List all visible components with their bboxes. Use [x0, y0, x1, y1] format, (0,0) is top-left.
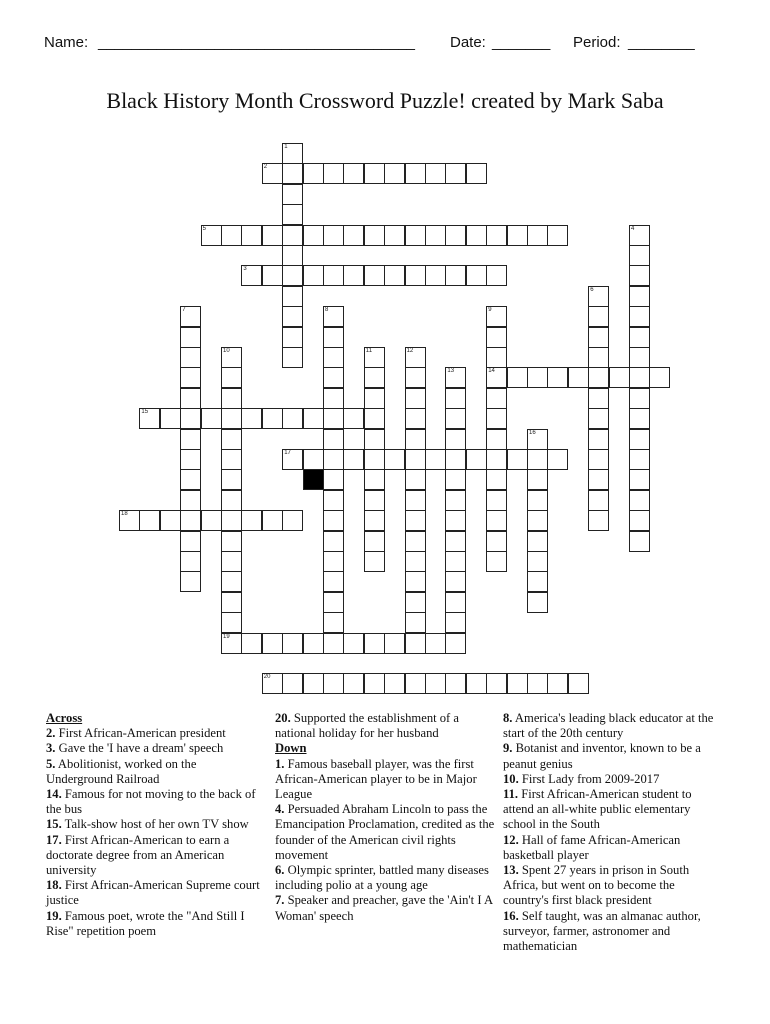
crossword-cell[interactable]	[221, 633, 242, 654]
crossword-cell[interactable]	[445, 490, 466, 511]
clue-number: 8	[325, 307, 329, 314]
crossword-cell[interactable]	[425, 225, 446, 246]
crossword-cell[interactable]	[486, 388, 507, 409]
crossword-cell[interactable]	[486, 531, 507, 552]
crossword-cell[interactable]	[629, 388, 650, 409]
crossword-cell[interactable]	[568, 367, 589, 388]
clue-number: 13	[447, 368, 455, 375]
crossword-cell[interactable]	[343, 449, 364, 470]
crossword-cell[interactable]	[405, 510, 426, 531]
crossword-cell[interactable]	[466, 449, 487, 470]
crossword-cell[interactable]	[364, 469, 385, 490]
crossword-cell[interactable]	[445, 388, 466, 409]
crossword-cell[interactable]	[405, 225, 426, 246]
crossword-cell[interactable]	[282, 265, 303, 286]
crossword-cell[interactable]	[343, 633, 364, 654]
clue-down-7: 7. Speaker and preacher, gave the 'Ain't I A Woman' speech	[275, 893, 493, 923]
crossword-cell[interactable]	[629, 408, 650, 429]
crossword-cell[interactable]	[282, 286, 303, 307]
crossword-cell[interactable]	[568, 673, 589, 694]
crossword-cell[interactable]	[629, 225, 650, 246]
crossword-cell[interactable]	[445, 265, 466, 286]
crossword-cell[interactable]	[221, 490, 242, 511]
crossword-cell[interactable]	[201, 408, 222, 429]
crossword-cell[interactable]	[405, 429, 426, 450]
crossword-cell[interactable]	[282, 306, 303, 327]
crossword-cell[interactable]	[405, 408, 426, 429]
crossword-cell[interactable]	[180, 367, 201, 388]
crossword-cell[interactable]	[303, 265, 324, 286]
clue-number: 20	[263, 674, 271, 681]
clue-down-13: 13. Spent 27 years in prison in South Africa, but went on to become the country's first black president	[503, 863, 690, 908]
crossword-cell[interactable]	[282, 327, 303, 348]
crossword-cell[interactable]	[486, 225, 507, 246]
crossword-cell[interactable]	[221, 449, 242, 470]
clue-across-18: 18. First African-American Supreme court justice	[46, 878, 260, 908]
crossword-cell[interactable]	[201, 510, 222, 531]
crossword-cell[interactable]	[588, 347, 609, 368]
crossword-cell[interactable]	[588, 408, 609, 429]
clue-across-19: 19. Famous poet, wrote the "And Still I Rise" repetition poem	[46, 908, 245, 938]
clue-number: 2	[263, 164, 268, 171]
clue-number: 19	[223, 633, 230, 640]
crossword-cell[interactable]	[588, 490, 609, 511]
crossword-cell[interactable]	[221, 429, 242, 450]
crossword-cell[interactable]	[629, 469, 650, 490]
crossword-cell[interactable]	[180, 531, 201, 552]
crossword-cell[interactable]	[405, 469, 426, 490]
crossword-cell[interactable]	[221, 551, 242, 572]
crossword-cell[interactable]	[364, 429, 385, 450]
crossword-cell[interactable]	[609, 367, 630, 388]
crossword-cell[interactable]	[180, 388, 201, 409]
crossword-cell[interactable]	[445, 449, 466, 470]
clue-down-4: 4. Persuaded Abraham Lincoln to pass the Emancipation Proclamation, credited as the founder of the American civil rights movement	[275, 802, 495, 862]
crossword-cell[interactable]	[323, 429, 344, 450]
crossword-cell[interactable]	[547, 673, 568, 694]
crossword-cell[interactable]	[323, 531, 344, 552]
crossword-cell[interactable]	[303, 163, 324, 184]
clue-down-6: 6. Olympic sprinter, battled many diseases including polio at a young age	[275, 863, 489, 893]
clue-down-10: 10. First Lady from 2009-2017	[503, 771, 660, 786]
crossword-cell[interactable]	[405, 633, 426, 654]
crossword-cell[interactable]	[486, 469, 507, 490]
crossword-cell[interactable]	[221, 571, 242, 592]
crossword-cell[interactable]	[180, 306, 201, 327]
crossword-cell[interactable]	[323, 551, 344, 572]
crossword-cell[interactable]	[282, 408, 303, 429]
crossword-cell[interactable]	[588, 367, 609, 388]
crossword-cell[interactable]	[425, 673, 446, 694]
crossword-cell[interactable]	[323, 408, 344, 429]
crossword-cell[interactable]	[507, 225, 528, 246]
clue-number: 9	[488, 307, 492, 314]
clue-across-14: 14. Famous for not moving to the back of the bus	[46, 787, 256, 817]
crossword-cell[interactable]	[323, 327, 344, 348]
crossword-cell[interactable]	[303, 225, 324, 246]
crossword-cell[interactable]	[282, 633, 303, 654]
crossword-cell[interactable]	[282, 245, 303, 266]
crossword-cell[interactable]	[445, 673, 466, 694]
crossword-cell[interactable]	[241, 265, 262, 286]
crossword-cell[interactable]	[486, 490, 507, 511]
clue-down-9: 9. Botanist and inventor, known to be a peanut genius	[503, 741, 701, 771]
crossword-cell[interactable]	[405, 551, 426, 572]
crossword-cell[interactable]	[221, 592, 242, 613]
clue-number: 12	[406, 348, 414, 354]
crossword-cell[interactable]	[282, 143, 303, 164]
date-label: Date:	[450, 34, 486, 51]
clue-number: 14	[488, 368, 495, 375]
crossword-cell[interactable]	[262, 633, 283, 654]
crossword-cell[interactable]	[486, 429, 507, 450]
crossword-cell[interactable]	[282, 673, 303, 694]
crossword-cell[interactable]	[588, 429, 609, 450]
crossword-cell[interactable]	[527, 551, 548, 572]
crossword-cell[interactable]	[486, 306, 507, 327]
crossword-cell[interactable]	[323, 388, 344, 409]
crossword-cell[interactable]	[180, 551, 201, 572]
crossword-cell[interactable]	[405, 490, 426, 511]
crossword-cell[interactable]	[323, 673, 344, 694]
crossword-cell[interactable]	[486, 347, 507, 368]
crossword-cell[interactable]	[180, 327, 201, 348]
crossword-cell[interactable]	[323, 510, 344, 531]
crossword-cell[interactable]	[629, 510, 650, 531]
crossword-cell[interactable]	[282, 225, 303, 246]
crossword-cell[interactable]	[364, 449, 385, 470]
clue-column-3	[503, 711, 723, 954]
clue-across-2: 2. First African-American president	[46, 726, 226, 741]
crossword-cell[interactable]	[527, 531, 548, 552]
clue-down-16: 16. Self taught, was an almanac author, surveyor, farmer, astronomer and mathematician	[503, 908, 701, 954]
crossword-cell[interactable]	[323, 469, 344, 490]
clue-down-8: 8. America's leading black educator at the start of the 20th century	[503, 711, 714, 741]
crossword-cell[interactable]	[139, 408, 160, 429]
crossword-cell[interactable]	[629, 327, 650, 348]
crossword-cell[interactable]	[323, 490, 344, 511]
crossword-cell[interactable]	[303, 408, 324, 429]
crossword-cell[interactable]	[139, 510, 160, 531]
crossword-cell[interactable]	[588, 449, 609, 470]
crossword-cell[interactable]	[486, 510, 507, 531]
crossword-cell[interactable]	[384, 633, 405, 654]
crossword-cell[interactable]	[241, 408, 262, 429]
clue-number: 1	[284, 144, 288, 150]
crossword-cell[interactable]	[323, 265, 344, 286]
crossword-cell[interactable]	[445, 592, 466, 613]
clue-number: 6	[590, 286, 594, 293]
crossword-cell[interactable]	[445, 225, 466, 246]
clue-down-1: 1. Famous baseball player, was the first African-American player to be in Major League	[275, 756, 477, 802]
crossword-cell[interactable]	[445, 469, 466, 490]
name-field[interactable]: ______________________________________	[98, 34, 416, 51]
crossword-cell[interactable]	[323, 449, 344, 470]
crossword-cell[interactable]	[282, 347, 303, 368]
crossword-cell[interactable]	[201, 225, 222, 246]
crossword-cell[interactable]	[364, 408, 385, 429]
crossword-cell[interactable]	[445, 612, 466, 633]
crossword-cell[interactable]	[323, 592, 344, 613]
crossword-cell[interactable]	[303, 633, 324, 654]
crossword-cell[interactable]	[323, 347, 344, 368]
clue-down-11: 11. First African-American student to attend an all-white public elementary school in the South	[503, 787, 692, 832]
crossword-cell[interactable]	[425, 265, 446, 286]
crossword-cell[interactable]	[405, 347, 426, 368]
crossword-cell[interactable]	[527, 367, 548, 388]
crossword-cell[interactable]	[323, 367, 344, 388]
crossword-cell[interactable]	[527, 673, 548, 694]
crossword-cell[interactable]	[629, 245, 650, 266]
down-heading: Down	[275, 741, 307, 756]
crossword-cell[interactable]	[241, 510, 262, 531]
crossword-cell[interactable]	[405, 163, 426, 184]
crossword-cell[interactable]	[527, 225, 548, 246]
crossword-cell[interactable]	[160, 510, 181, 531]
crossword-cell[interactable]	[588, 510, 609, 531]
crossword-cell[interactable]	[588, 469, 609, 490]
crossword-cell[interactable]	[262, 510, 283, 531]
crossword-cell[interactable]	[303, 673, 324, 694]
crossword-cell[interactable]	[547, 449, 568, 470]
crossword-cell[interactable]	[629, 265, 650, 286]
across-heading: Across	[46, 711, 83, 725]
crossword-cell[interactable]	[405, 388, 426, 409]
crossword-cell[interactable]	[629, 306, 650, 327]
crossword-cell[interactable]	[343, 225, 364, 246]
crossword-cell[interactable]	[629, 286, 650, 307]
crossword-cell[interactable]	[486, 551, 507, 572]
clue-number: 4	[631, 225, 635, 232]
crossword-cell[interactable]	[527, 449, 548, 470]
crossword-cell[interactable]	[180, 408, 201, 429]
clue-number: 18	[121, 511, 128, 518]
period-field[interactable]: ________	[628, 34, 695, 51]
crossword-cell[interactable]	[364, 225, 385, 246]
crossword-cell[interactable]	[445, 367, 466, 388]
crossword-cell[interactable]	[405, 367, 426, 388]
crossword-cell[interactable]	[364, 367, 385, 388]
clue-down-12: 12. Hall of fame African-American basketball player	[503, 832, 681, 862]
clue-across-20: 20. Supported the establishment of a national holiday for her husband	[275, 711, 459, 741]
crossword-cell[interactable]	[486, 408, 507, 429]
crossword-cell[interactable]	[221, 612, 242, 633]
black-cell	[303, 469, 324, 490]
crossword-cell[interactable]	[364, 510, 385, 531]
crossword-cell[interactable]	[588, 388, 609, 409]
crossword-cell[interactable]	[445, 633, 466, 654]
crossword-cell[interactable]	[486, 327, 507, 348]
crossword-cell[interactable]	[588, 306, 609, 327]
crossword-cell[interactable]	[527, 510, 548, 531]
crossword-cell[interactable]	[262, 408, 283, 429]
crossword-cell[interactable]	[343, 265, 364, 286]
crossword-cell[interactable]	[466, 225, 487, 246]
clue-number: 3	[243, 266, 247, 273]
crossword-cell[interactable]	[221, 347, 242, 368]
clue-number: 16	[529, 429, 536, 436]
crossword-cell[interactable]	[323, 306, 344, 327]
crossword-cell[interactable]	[527, 429, 548, 450]
crossword-cell[interactable]	[364, 388, 385, 409]
crossword-cell[interactable]	[527, 469, 548, 490]
crossword-cell[interactable]	[445, 571, 466, 592]
crossword-cell[interactable]	[629, 367, 650, 388]
crossword-cell[interactable]	[180, 571, 201, 592]
crossword-cell[interactable]	[364, 633, 385, 654]
crossword-cell[interactable]	[343, 408, 364, 429]
crossword-cell[interactable]	[180, 469, 201, 490]
crossword-cell[interactable]	[241, 225, 262, 246]
crossword-cell[interactable]	[221, 408, 242, 429]
crossword-cell[interactable]	[445, 531, 466, 552]
crossword-cell[interactable]	[180, 449, 201, 470]
crossword-cell[interactable]	[364, 551, 385, 572]
crossword-cell[interactable]	[262, 163, 283, 184]
crossword-cell[interactable]	[282, 204, 303, 225]
crossword-cell[interactable]	[425, 163, 446, 184]
crossword-cell[interactable]	[384, 265, 405, 286]
crossword-cell[interactable]	[527, 490, 548, 511]
crossword-cell[interactable]	[364, 673, 385, 694]
crossword-cell[interactable]	[303, 449, 324, 470]
crossword-cell[interactable]	[241, 633, 262, 654]
crossword-cell[interactable]	[221, 469, 242, 490]
clue-number: 7	[182, 307, 186, 314]
crossword-cell[interactable]	[384, 673, 405, 694]
crossword-cell[interactable]	[364, 347, 385, 368]
date-field[interactable]: _______	[492, 34, 551, 51]
crossword-cell[interactable]	[262, 673, 283, 694]
crossword-cell[interactable]	[364, 490, 385, 511]
crossword-cell[interactable]	[629, 490, 650, 511]
crossword-cell[interactable]	[343, 163, 364, 184]
crossword-cell[interactable]	[282, 163, 303, 184]
crossword-cell[interactable]	[588, 286, 609, 307]
crossword-cell[interactable]	[527, 571, 548, 592]
crossword-cell[interactable]	[425, 449, 446, 470]
crossword-cell[interactable]	[629, 429, 650, 450]
crossword-cell[interactable]	[445, 163, 466, 184]
crossword-cell[interactable]	[180, 429, 201, 450]
crossword-cell[interactable]	[221, 510, 242, 531]
crossword-cell[interactable]	[486, 367, 507, 388]
crossword-cell[interactable]	[629, 531, 650, 552]
crossword-cell[interactable]	[384, 163, 405, 184]
crossword-cell[interactable]	[507, 367, 528, 388]
crossword-cell[interactable]	[221, 225, 242, 246]
period-label: Period:	[573, 34, 621, 51]
crossword-cell[interactable]	[221, 388, 242, 409]
crossword-cell[interactable]	[486, 673, 507, 694]
page-title: Black History Month Crossword Puzzle! created by Mark Saba	[106, 88, 664, 113]
crossword-cell[interactable]	[445, 510, 466, 531]
clue-number: 10	[223, 348, 230, 354]
crossword-cell[interactable]	[445, 429, 466, 450]
crossword-cell[interactable]	[405, 571, 426, 592]
crossword-cell[interactable]	[343, 673, 364, 694]
crossword-cell[interactable]	[425, 633, 446, 654]
crossword-cell[interactable]	[405, 531, 426, 552]
clue-across-5: 5. Abolitionist, worked on the Underground Railroad	[46, 756, 197, 786]
crossword-cell[interactable]	[282, 449, 303, 470]
crossword-cell[interactable]	[364, 265, 385, 286]
clue-across-17: 17. First African-American to earn a doctorate degree from an American university	[46, 832, 230, 878]
crossword-cell[interactable]	[629, 449, 650, 470]
crossword-cell[interactable]	[527, 592, 548, 613]
clue-column-1	[46, 711, 264, 939]
crossword-cell[interactable]	[323, 633, 344, 654]
crossword-cell[interactable]	[486, 449, 507, 470]
crossword-cell[interactable]	[466, 163, 487, 184]
crossword-cell[interactable]	[384, 225, 405, 246]
crossword-cell[interactable]	[119, 510, 140, 531]
name-label: Name:	[44, 34, 89, 51]
clue-across-15: 15. Talk-show host of her own TV show	[46, 817, 249, 832]
clue-number: 11	[365, 348, 373, 354]
crossword-cell[interactable]	[323, 163, 344, 184]
crossword-cell[interactable]	[405, 592, 426, 613]
clue-column-2	[275, 711, 495, 924]
crossword-cell[interactable]	[629, 347, 650, 368]
crossword-cell[interactable]	[221, 367, 242, 388]
crossword-cell[interactable]	[486, 265, 507, 286]
crossword-cell[interactable]	[364, 531, 385, 552]
clue-number: 5	[202, 225, 206, 232]
crossword-cell[interactable]	[445, 408, 466, 429]
crossword-cell[interactable]	[282, 184, 303, 205]
crossword-cell[interactable]	[466, 673, 487, 694]
clue-number: 17	[284, 450, 291, 456]
crossword-cell[interactable]	[262, 225, 283, 246]
crossword-cell[interactable]	[445, 551, 466, 572]
crossword-cell[interactable]	[405, 449, 426, 470]
crossword-cell[interactable]	[323, 612, 344, 633]
crossword-cell[interactable]	[282, 510, 303, 531]
crossword-cell[interactable]	[262, 265, 283, 286]
clue-number: 15	[141, 409, 149, 416]
crossword-cell[interactable]	[180, 347, 201, 368]
crossword-cell[interactable]	[507, 449, 528, 470]
crossword-cell[interactable]	[160, 408, 181, 429]
crossword-cell[interactable]	[588, 327, 609, 348]
crossword-cell[interactable]	[466, 265, 487, 286]
crossword-cell[interactable]	[364, 163, 385, 184]
crossword-cell[interactable]	[323, 571, 344, 592]
crossword-cell[interactable]	[384, 449, 405, 470]
crossword-cell[interactable]	[180, 490, 201, 511]
crossword-cell[interactable]	[323, 225, 344, 246]
crossword-cell[interactable]	[649, 367, 670, 388]
crossword-cell[interactable]	[221, 531, 242, 552]
crossword-cell[interactable]	[507, 673, 528, 694]
crossword-cell[interactable]	[405, 612, 426, 633]
crossword-cell[interactable]	[405, 265, 426, 286]
crossword-cell[interactable]	[405, 673, 426, 694]
crossword-cell[interactable]	[547, 367, 568, 388]
crossword-cell[interactable]	[547, 225, 568, 246]
crossword-cell[interactable]	[180, 510, 201, 531]
clue-across-3: 3. Gave the 'I have a dream' speech	[46, 741, 224, 756]
